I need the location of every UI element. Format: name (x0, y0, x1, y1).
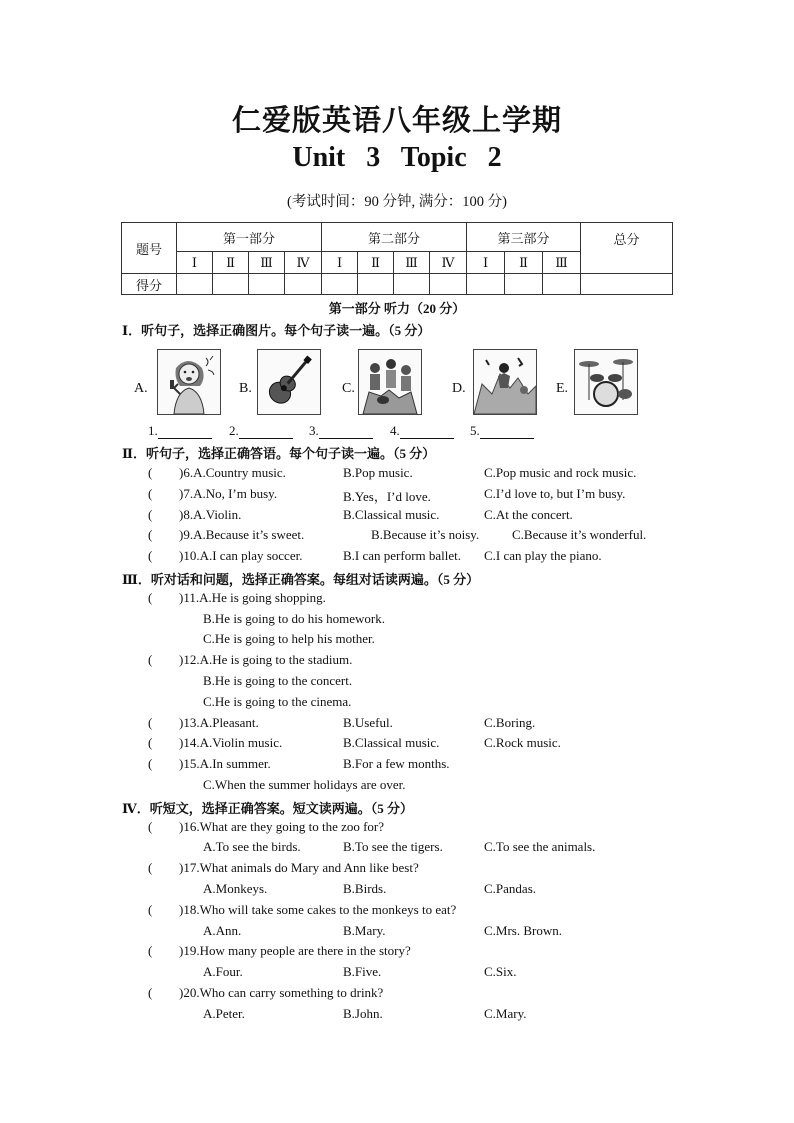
picture-label-d: D. (452, 381, 466, 396)
section-4-heading: Ⅳ．听短文，选择正确答案。短文读两遍。（5 分） (122, 801, 414, 816)
option-c: C.Rock music. (484, 735, 561, 750)
score-input-cell[interactable] (505, 274, 543, 295)
score-input-cell[interactable] (177, 274, 213, 295)
singing-girl-icon (157, 349, 221, 415)
roman-cell: Ⅰ (322, 252, 358, 274)
option-c: C.He is going to the cinema. (203, 694, 352, 709)
score-input-cell[interactable] (467, 274, 505, 295)
score-input-cell[interactable] (394, 274, 430, 295)
tihao-cell: 题号 (122, 223, 177, 274)
roman-cell: Ⅳ (285, 252, 322, 274)
answer-blank-2[interactable]: 2. (229, 423, 293, 439)
score-input-cell[interactable] (543, 274, 581, 295)
answer-paren[interactable]: ( (148, 860, 176, 875)
answer-paren[interactable]: ( (148, 819, 176, 834)
option-b: B.Pop music. (343, 465, 413, 480)
part3-header: 第三部分 (467, 223, 581, 252)
option-c: C.He is going to help his mother. (203, 631, 375, 646)
answer-paren[interactable]: ( (148, 590, 176, 605)
picture-label-c: C. (342, 381, 355, 396)
question-19: )19.How many people are there in the story? (179, 943, 411, 958)
picture-label-b: B. (239, 381, 252, 396)
roman-cell: Ⅳ (430, 252, 467, 274)
option-c: C.Because it’s wonderful. (512, 527, 647, 542)
question-16: )16.What are they going to the zoo for? (179, 819, 385, 834)
answer-paren[interactable]: ( (148, 548, 176, 563)
guitar-icon (257, 349, 321, 415)
option-a: A.Four. (203, 964, 243, 979)
option-b: B.Classical music. (343, 735, 440, 750)
page-title: 仁爱版英语八年级上学期 (231, 105, 562, 137)
answer-blank-4[interactable]: 4. (390, 423, 454, 439)
answer-blank-5[interactable]: 5. (470, 423, 534, 439)
option-b: B.He is going to the concert. (203, 673, 353, 688)
question-17: )17.What animals do Mary and Ann like best? (179, 860, 419, 875)
roman-cell: Ⅲ (394, 252, 430, 274)
answer-blank-3[interactable]: 3. (309, 423, 373, 439)
option-b: B.For a few months. (343, 756, 450, 771)
option-c: C.To see the animals. (484, 839, 596, 854)
option-b: B.Mary. (343, 923, 386, 938)
option-c: C.I’d love to, but I’m busy. (484, 486, 626, 501)
score-input-cell[interactable] (285, 274, 322, 295)
part1-title: 第一部分 听力（20 分） (328, 301, 466, 316)
option-b: B.Birds. (343, 881, 387, 896)
band-icon (358, 349, 422, 415)
question-7: )7.A.No, I’m busy. (179, 486, 278, 501)
option-b: B.He is going to do his homework. (203, 611, 385, 626)
score-input-cell[interactable] (249, 274, 285, 295)
defen-cell: 得分 (122, 274, 177, 295)
answer-paren[interactable]: ( (148, 465, 176, 480)
answer-paren[interactable]: ( (148, 507, 176, 522)
option-c: C.Six. (484, 964, 517, 979)
answer-paren[interactable]: ( (148, 756, 176, 771)
roman-cell: Ⅱ (358, 252, 394, 274)
option-c: C.Pop music and rock music. (484, 465, 637, 480)
option-c: C.At the concert. (484, 507, 573, 522)
answer-paren[interactable]: ( (148, 902, 176, 917)
answer-paren[interactable]: ( (148, 985, 176, 1000)
option-a: A.To see the birds. (203, 839, 301, 854)
score-input-cell[interactable] (322, 274, 358, 295)
question-9: )9.A.Because it’s sweet. (179, 527, 305, 542)
option-a: A.Monkeys. (203, 881, 268, 896)
option-a: A.Peter. (203, 1006, 245, 1021)
answer-blank-1[interactable]: 1. (148, 423, 212, 439)
option-b: B.Useful. (343, 715, 393, 730)
score-input-cell[interactable] (581, 274, 673, 295)
option-c: C.Mrs. Brown. (484, 923, 563, 938)
total-header: 总分 (581, 223, 673, 274)
question-20: )20.Who can carry something to drink? (179, 985, 384, 1000)
option-b: B.Because it’s noisy. (371, 527, 480, 542)
roman-cell: Ⅰ (177, 252, 213, 274)
roman-cell: Ⅱ (213, 252, 249, 274)
part1-header: 第一部分 (177, 223, 322, 252)
score-table (121, 222, 673, 295)
question-18: )18.Who will take some cakes to the monkeys to eat? (179, 902, 457, 917)
rock-music-icon (473, 349, 537, 415)
section-2-heading: Ⅱ．听句子，选择正确答语。每个句子读一遍。（5 分） (122, 446, 436, 461)
roman-cell: Ⅲ (543, 252, 581, 274)
score-input-cell[interactable] (358, 274, 394, 295)
answer-paren[interactable]: ( (148, 527, 176, 542)
option-b: B.Five. (343, 964, 382, 979)
drum-kit-icon (574, 349, 638, 415)
roman-cell: Ⅲ (249, 252, 285, 274)
option-c: C.Mary. (484, 1006, 527, 1021)
question-8: )8.A.Violin. (179, 507, 242, 522)
option-c: C.When the summer holidays are over. (203, 777, 406, 792)
roman-cell: Ⅰ (467, 252, 505, 274)
question-14: )14.A.Violin music. (179, 735, 283, 750)
part2-header: 第二部分 (322, 223, 467, 252)
answer-paren[interactable]: ( (148, 735, 176, 750)
question-13: )13.A.Pleasant. (179, 715, 259, 730)
answer-paren[interactable]: ( (148, 486, 176, 501)
roman-cell: Ⅱ (505, 252, 543, 274)
answer-paren[interactable]: ( (148, 943, 176, 958)
answer-paren[interactable]: ( (148, 652, 176, 667)
unit-topic-title: Unit 3 Topic 2 (292, 142, 502, 173)
option-b: B.Classical music. (343, 507, 440, 522)
picture-label-a: A. (134, 381, 148, 396)
question-11: )11.A.He is going shopping. (179, 590, 326, 605)
exam-info: (考试时间：90 分钟, 满分：100 分) (287, 194, 507, 210)
option-a: A.Ann. (203, 923, 242, 938)
score-input-cell[interactable] (213, 274, 249, 295)
option-b: B.To see the tigers. (343, 839, 443, 854)
option-b: B.I can perform ballet. (343, 548, 462, 563)
question-15: )15.A.In summer. (179, 756, 271, 771)
question-6: )6.A.Country music. (179, 465, 286, 480)
section-3-heading: Ⅲ．听对话和问题，选择正确答案。每组对话读两遍。（5 分） (122, 572, 480, 587)
option-b: B.John. (343, 1006, 383, 1021)
option-c: C.I can play the piano. (484, 548, 602, 563)
picture-label-e: E. (556, 381, 569, 396)
option-b: B.Yes，I’d love. (343, 489, 431, 504)
option-c: C.Boring. (484, 715, 536, 730)
option-c: C.Pandas. (484, 881, 536, 896)
question-12: )12.A.He is going to the stadium. (179, 652, 353, 667)
section-1-heading: Ⅰ．听句子，选择正确图片。每个句子读一遍。（5 分） (122, 323, 431, 338)
score-input-cell[interactable] (430, 274, 467, 295)
answer-paren[interactable]: ( (148, 715, 176, 730)
question-10: )10.A.I can play soccer. (179, 548, 303, 563)
